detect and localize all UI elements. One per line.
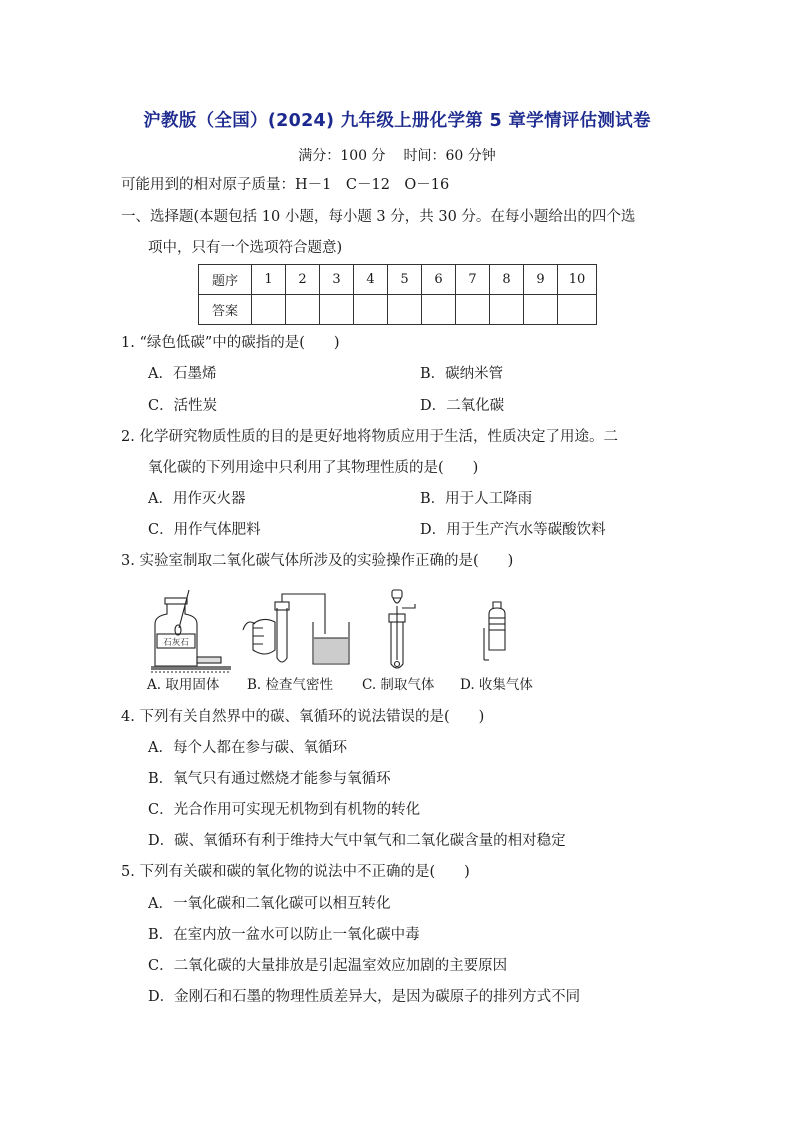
gas-collection-figure bbox=[484, 602, 505, 660]
answer-table-number: 5 bbox=[388, 265, 422, 295]
question-5-stem: 5. 下列有关碳和碳的氧化物的说法中不正确的是( ) bbox=[121, 864, 470, 880]
answer-cell[interactable] bbox=[388, 295, 422, 325]
question-2-stem: 2. 化学研究物质性质的目的是更好地将物质应用于生活，性质决定了用途。二 bbox=[121, 429, 618, 445]
answer-table-number: 7 bbox=[456, 265, 490, 295]
answer-cell[interactable] bbox=[524, 295, 558, 325]
question-2-option-a: A．用作灭火器 bbox=[148, 491, 246, 507]
question-5-option-b: B．在室内放一盆水可以防止一氧化碳中毒 bbox=[148, 927, 420, 943]
answer-cell[interactable] bbox=[354, 295, 388, 325]
section-heading-cont: 项中，只有一个选项符合题意) bbox=[148, 240, 343, 256]
bottle-label: 石灰石 bbox=[163, 638, 189, 648]
answer-cell[interactable] bbox=[422, 295, 456, 325]
question-1-stem: 1. “绿色低碳”中的碳指的是( ) bbox=[121, 335, 340, 351]
question-4-option-a: A．每个人都在参与碳、氧循环 bbox=[148, 740, 347, 756]
answer-table-number: 3 bbox=[320, 265, 354, 295]
lab-apparatus-figures bbox=[145, 588, 555, 673]
answer-cell[interactable] bbox=[320, 295, 354, 325]
answer-table-number: 9 bbox=[524, 265, 558, 295]
figure-caption-b: B. 检查气密性 bbox=[247, 677, 334, 693]
figure-caption-d: D. 收集气体 bbox=[460, 677, 533, 693]
answer-table-number: 4 bbox=[354, 265, 388, 295]
answer-table-label: 题序 bbox=[199, 265, 252, 295]
question-2-option-d: D．用于生产汽水等碳酸饮料 bbox=[420, 522, 606, 538]
answer-table bbox=[198, 264, 597, 325]
question-3-stem: 3. 实验室制取二氧化碳气体所涉及的实验操作正确的是( ) bbox=[121, 553, 514, 569]
answer-table-number: 2 bbox=[286, 265, 320, 295]
reagent-bottle-figure bbox=[151, 590, 231, 672]
figure-caption-c: C. 制取气体 bbox=[362, 677, 435, 693]
answer-table-label: 答案 bbox=[199, 295, 252, 325]
answer-table-number: 10 bbox=[558, 265, 597, 295]
answer-table-number: 6 bbox=[422, 265, 456, 295]
question-1-option-a: A．石墨烯 bbox=[148, 366, 217, 382]
question-4-option-b: B．氧气只有通过燃烧才能参与氧循环 bbox=[148, 771, 391, 787]
question-4-option-c: C．光合作用可实现无机物到有机物的转化 bbox=[148, 802, 421, 818]
question-2-stem-cont: 氧化碳的下列用途中只利用了其物理性质的是( ) bbox=[148, 460, 479, 476]
question-1-option-d: D．二氧化碳 bbox=[420, 398, 505, 414]
page-title: 沪教版（全国）(2024) 九年级上册化学第 5 章学情评估测试卷 bbox=[143, 111, 651, 131]
figure-caption-a: A. 取用固体 bbox=[147, 677, 220, 693]
question-1-option-c: C．活性炭 bbox=[148, 398, 218, 414]
question-2-option-c: C．用作气体肥料 bbox=[148, 522, 261, 538]
answer-table-number: 8 bbox=[490, 265, 524, 295]
exam-time: 时间：60 分钟 bbox=[403, 148, 496, 164]
answer-cell[interactable] bbox=[490, 295, 524, 325]
question-5-option-d: D．金刚石和石墨的物理性质差异大，是因为碳原子的排列方式不同 bbox=[148, 989, 581, 1005]
answer-cell[interactable] bbox=[286, 295, 320, 325]
answer-table-header-row bbox=[199, 265, 597, 295]
exam-meta bbox=[0, 145, 794, 165]
full-score: 满分：100 分 bbox=[298, 148, 386, 164]
gas-generation-figure bbox=[389, 590, 415, 668]
answer-cell[interactable] bbox=[252, 295, 286, 325]
answer-table-answer-row bbox=[199, 295, 597, 325]
airtightness-check-figure bbox=[243, 594, 349, 664]
answer-cell[interactable] bbox=[456, 295, 490, 325]
answer-cell[interactable] bbox=[558, 295, 597, 325]
question-5-option-a: A．一氧化碳和二氧化碳可以相互转化 bbox=[148, 896, 391, 912]
question-5-option-c: C．二氧化碳的大量排放是引起温室效应加剧的主要原因 bbox=[148, 958, 508, 974]
question-4-option-d: D．碳、氧循环有利于维持大气中氧气和二氧化碳含量的相对稳定 bbox=[148, 833, 566, 849]
section-heading: 一、选择题(本题包括 10 小题，每小题 3 分，共 30 分。在每小题给出的四个选 bbox=[121, 209, 636, 225]
question-1-option-b: B．碳纳米管 bbox=[420, 366, 504, 382]
question-2-option-b: B．用于人工降雨 bbox=[420, 491, 533, 507]
answer-table-number: 1 bbox=[252, 265, 286, 295]
question-4-stem: 4. 下列有关自然界中的碳、氧循环的说法错误的是( ) bbox=[121, 709, 485, 725]
atomic-masses: 可能用到的相对原子质量：H－1 C－12 O－16 bbox=[121, 177, 450, 193]
